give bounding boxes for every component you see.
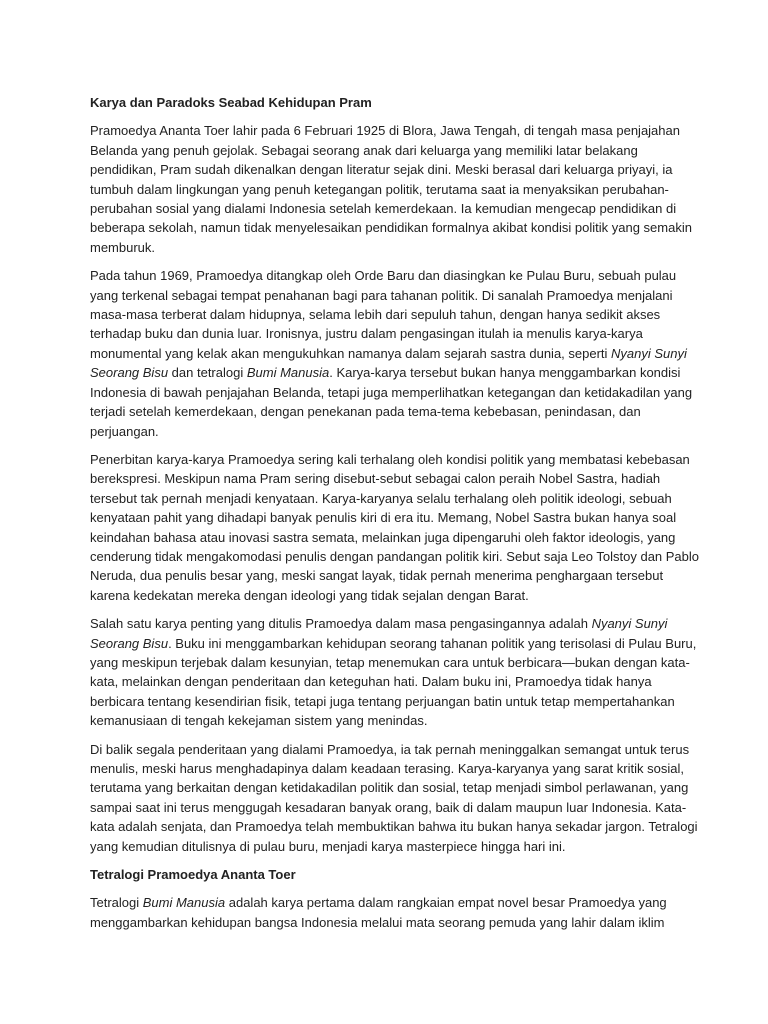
text-line bbox=[90, 199, 680, 218]
text-line bbox=[90, 817, 698, 836]
text-line bbox=[90, 305, 680, 324]
text-line bbox=[90, 218, 692, 237]
italic-title-text: Seorang Bisu bbox=[90, 635, 169, 651]
text-line bbox=[90, 383, 693, 402]
text-segment: kata, melainkan dengan penderitaan dan keteguhan hati. Dalam buku ini, Pramoedya tidak hanya bbox=[90, 674, 652, 690]
text-line bbox=[90, 586, 680, 605]
text-line bbox=[90, 798, 687, 817]
text-segment: Di balik segala penderitaan yang dialami Pramoedya, ia tak pernah meninggalkan semangat untuk terus bbox=[90, 741, 690, 757]
text-segment: Tetralogi bbox=[90, 895, 143, 911]
italic-title-text: Bumi Manusia bbox=[142, 895, 226, 911]
text-line bbox=[90, 160, 680, 179]
text-line bbox=[90, 547, 700, 566]
text-segment: tumbuh dalam lingkungan yang penuh ketegangan politik, terutama saat ia menyaksikan perubahan- bbox=[90, 181, 669, 197]
text-segment: kata adalah senjata, dan Pramoedya telah membuktikan bahwa itu bukan hanya sekadar jargon. Tetralogi bbox=[90, 819, 698, 835]
text-segment: terjadi setelah kemerdekaan, dengan penekanan pada tema-tema kebebasan, penindasan, dan bbox=[90, 404, 641, 420]
text-line bbox=[90, 711, 680, 730]
italic-title-text: Nyanyi Sunyi bbox=[611, 345, 687, 361]
paragraph bbox=[90, 450, 700, 605]
text-segment: sampai saat ini terus menggugah kesadaran banyak orang, baik di dalam maupun luar Indonesia. Kata- bbox=[90, 799, 687, 815]
italic-title-text: Nyanyi Sunyi bbox=[591, 616, 668, 632]
text-segment: perubahan sosial yang dialami Indonesia setelah kemerdekaan. Ia kemudian mengecap pendidikan di bbox=[90, 201, 677, 217]
text-line bbox=[90, 837, 680, 856]
italic-title-text: Bumi Manusia bbox=[246, 365, 330, 381]
paragraph bbox=[90, 266, 693, 441]
italic-title-text: Seorang Bisu bbox=[90, 365, 169, 381]
text-line bbox=[90, 653, 690, 672]
text-segment: . Karya-karya tersebut bukan hanya menggambarkan kondisi bbox=[329, 365, 681, 381]
text-line bbox=[90, 489, 680, 508]
text-segment: Indonesia di bawah penjajahan Belanda, tetapi juga memperlihatkan ketegangan dan ketidakadilan yang bbox=[90, 384, 693, 400]
paragraph bbox=[90, 893, 680, 932]
text-line bbox=[90, 913, 680, 932]
text-segment: Pada tahun 1969, Pramoedya ditangkap oleh Orde Baru dan diasingkan ke Pulau Buru, sebuah pulau bbox=[90, 268, 677, 284]
text-segment: pendidikan, Pram sudah dikenalkan dengan literatur sejak dini. Meski berasal dari keluarga priyayi, ia bbox=[90, 162, 673, 178]
text-segment: cenderung tidak mengakomodasi penulis dengan pandangan politik kiri. Sebut saja Leo Tolstoy dan Pablo bbox=[90, 548, 700, 564]
paragraph bbox=[90, 740, 698, 856]
text-line bbox=[90, 566, 680, 585]
text-line bbox=[90, 363, 680, 382]
text-segment: Salah satu karya penting yang ditulis Pramoedya dalam masa pengasingannya adalah bbox=[90, 616, 592, 632]
text-line bbox=[90, 422, 680, 441]
text-line bbox=[90, 141, 680, 160]
text-line bbox=[90, 614, 680, 633]
text-line bbox=[90, 238, 680, 257]
text-segment: berbicara tentang kesendirian fisik, tetapi juga tentang perjuangan batin untuk tetap mempertahankan bbox=[90, 693, 675, 709]
text-line bbox=[90, 778, 689, 797]
text-line bbox=[90, 266, 680, 285]
text-line bbox=[90, 286, 680, 305]
text-segment: terutama yang berkaitan dengan ketidakadilan politik dan sosial, tetap menjadi simbol perlawanan, yang bbox=[90, 780, 689, 796]
text-line bbox=[90, 402, 680, 421]
text-segment: terhadap buku dan dunia luar. Ironisnya, justru dalam pengasingan itulah ia menulis karya-karya bbox=[90, 326, 643, 342]
section-body bbox=[90, 893, 680, 932]
text-segment: dan tetralogi bbox=[168, 365, 247, 381]
text-line bbox=[90, 324, 680, 343]
text-segment: monumental yang kelak akan mengukuhkan namanya dalam sejarah sastra dunia, seperti bbox=[90, 345, 612, 361]
paragraph bbox=[90, 121, 692, 257]
text-line bbox=[90, 634, 697, 653]
text-line bbox=[90, 692, 680, 711]
paragraph bbox=[90, 614, 697, 730]
text-segment: Pramoedya Ananta Toer lahir pada 6 Februari 1925 di Blora, Jawa Tengah, di tengah masa penjajahan bbox=[90, 123, 680, 139]
text-segment: yang terkenal sebagai tempat penahanan bagi para tahanan politik. Di sanalah Pramoedya menjalani bbox=[90, 287, 673, 303]
article-title: Karya dan Paradoks Seabad Kehidupan Pram bbox=[90, 95, 372, 110]
document-page bbox=[90, 93, 700, 941]
text-line bbox=[90, 759, 684, 778]
text-segment: keindahan bahasa atau inovasi sastra semata, melainkan juga dipengaruhi oleh faktor ideologis, yang bbox=[90, 529, 676, 545]
text-line bbox=[90, 672, 680, 691]
text-segment: yang meskipun terjebak dalam kesunyian, tetap menemukan cara untuk berbicara—bukan dengan kata- bbox=[90, 654, 690, 670]
text-segment: Penerbitan karya-karya Pramoedya sering kali terhalang oleh kondisi politik yang membatasi kebebasan bbox=[90, 451, 690, 467]
text-segment: Belanda yang penuh gejolak. Sebagai seorang anak dari keluarga yang memiliki latar belakang bbox=[90, 142, 638, 158]
text-line bbox=[90, 740, 690, 759]
text-segment: berekspresi. Meskipun nama Pram sering disebut-sebut sebagai calon peraih Nobel Sastra, hadiah bbox=[90, 471, 661, 487]
text-segment: yang kemudian ditulisnya di pulau buru, menjadi karya masterpiece hingga hari ini. bbox=[90, 838, 566, 854]
text-segment: kemanusiaan di tengah kekejaman sistem yang menindas. bbox=[90, 713, 428, 729]
text-segment: perjuangan. bbox=[90, 423, 159, 439]
text-line bbox=[90, 528, 680, 547]
text-line bbox=[90, 893, 680, 912]
text-segment: Neruda, dua penulis besar yang, meski sangat layak, tidak pernah menerima penghargaan tersebut bbox=[90, 568, 664, 584]
article-body bbox=[90, 121, 700, 856]
text-segment: masa-masa terberat dalam hidupnya, selama lebih dari sepuluh tahun, dengan hanya sedikit akses bbox=[90, 307, 661, 323]
text-line bbox=[90, 450, 690, 469]
text-segment: tersebut tak pernah menjadi kenyataan. Karya-karyanya selalu terhalang oleh politik ideologi, sebuah bbox=[90, 490, 672, 506]
text-segment: adalah karya pertama dalam rangkaian empat novel besar Pramoedya yang bbox=[225, 895, 667, 911]
text-line bbox=[90, 469, 680, 488]
text-segment: menulis, meski harus menghadapinya dalam keadaan terasing. Karya-karyanya yang sarat kritik sosial, bbox=[90, 761, 684, 776]
text-segment: kenyataan pahit yang dihadapi banyak penulis kiri di era itu. Memang, Nobel Sastra bukan hanya soal bbox=[90, 510, 677, 526]
text-segment: menggambarkan kehidupan bangsa Indonesia melalui mata seorang pemuda yang lahir dalam iklim bbox=[90, 914, 665, 930]
text-line bbox=[90, 508, 680, 527]
text-line bbox=[90, 180, 680, 199]
section-heading: Tetralogi Pramoedya Ananta Toer bbox=[90, 867, 296, 883]
text-segment: beberapa sekolah, namun tidak menyelesaikan pendidikan formalnya akibat kondisi politik yang semakin bbox=[90, 220, 692, 236]
text-segment: memburuk. bbox=[90, 239, 156, 255]
text-line bbox=[90, 344, 687, 363]
text-segment: . Buku ini menggambarkan kehidupan seorang tahanan politik yang terisolasi di Pulau Buru, bbox=[168, 635, 697, 651]
text-segment: karena kedekatan mereka dengan ideologi yang tidak sejalan dengan Barat. bbox=[90, 587, 529, 603]
text-line bbox=[90, 121, 680, 140]
